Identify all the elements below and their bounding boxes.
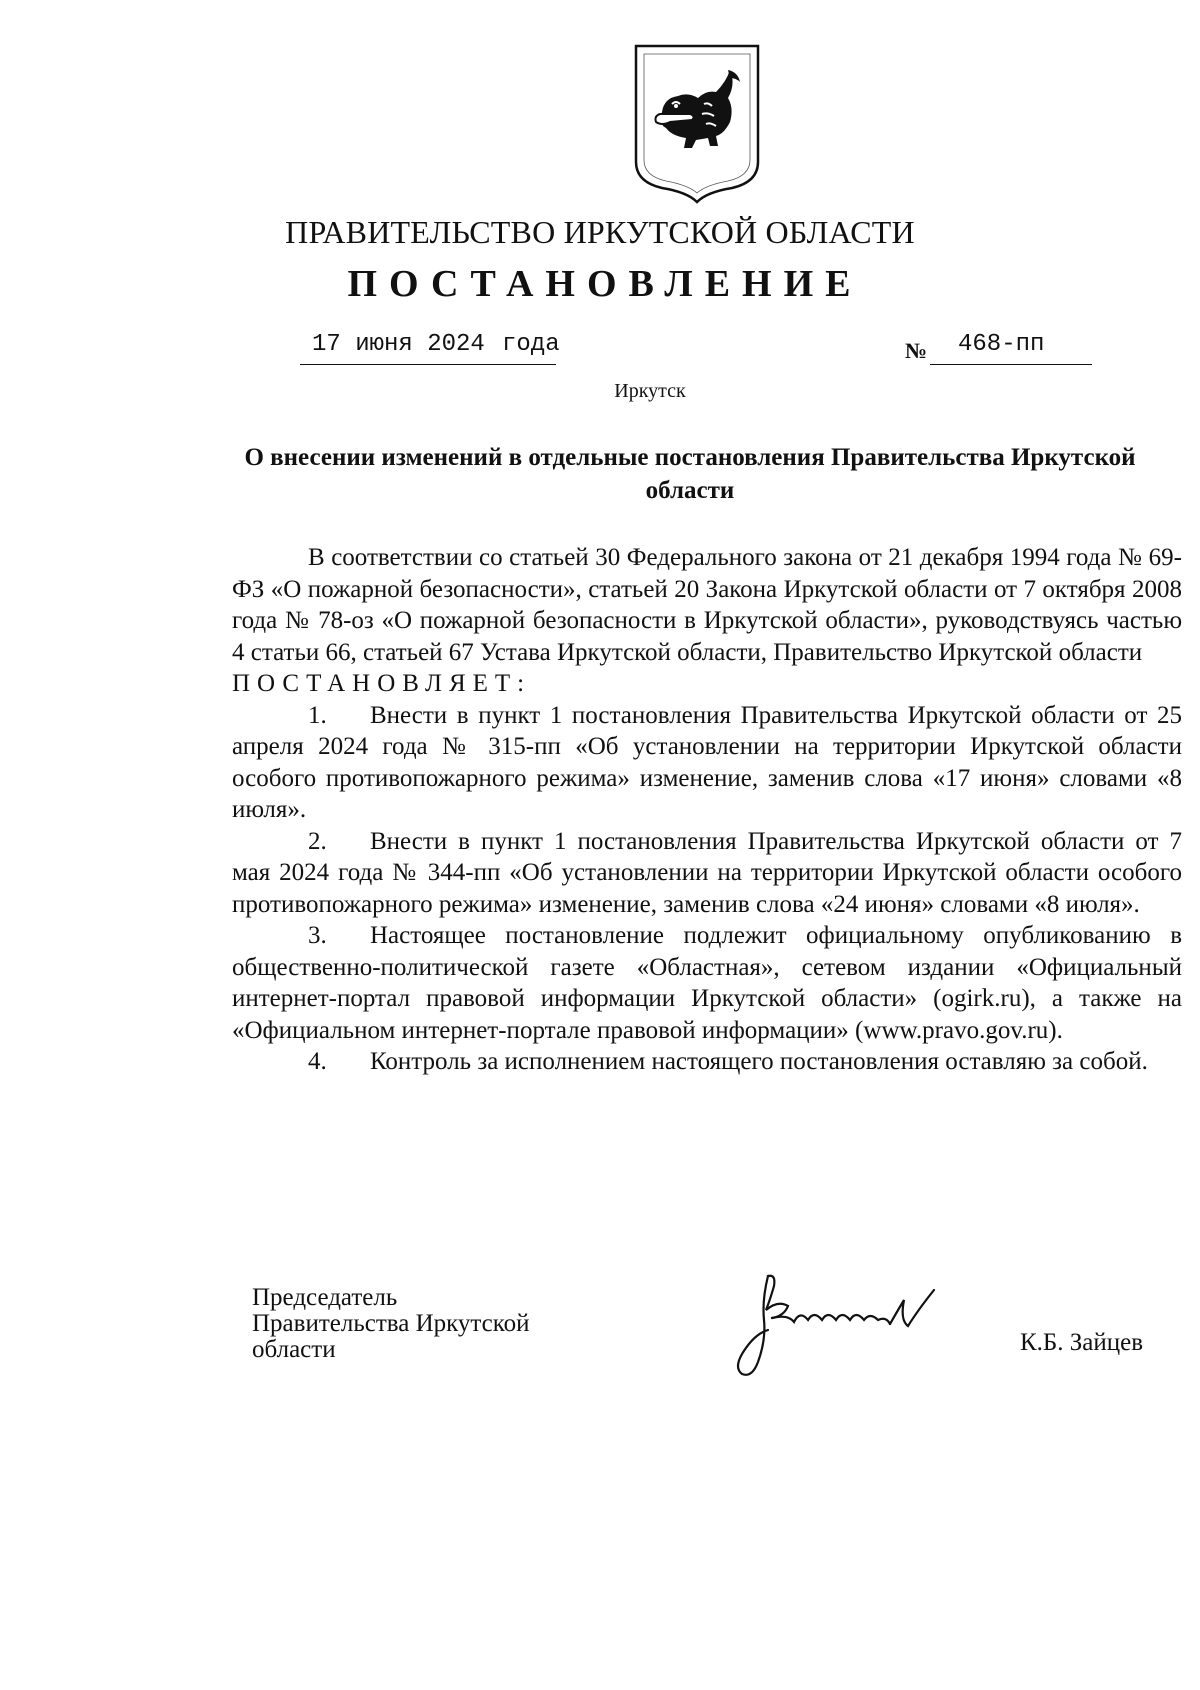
number-sign: №: [905, 338, 928, 363]
signatory-position: [252, 1285, 530, 1363]
item-text: Настоящее постановление подлежит официальному опубликованию в общественно-политической газете «Областная», сетевом издании «Официальный интернет-портал правовой информации Иркутской области» (ogirk.ru), а также на «Официальном интернет-портале правовой информации» (www.pravo.gov.ru).: [232, 922, 1182, 1044]
list-item: [232, 700, 1182, 826]
item-number: 3.: [308, 922, 327, 949]
document-type: ПОСТАНОВЛЕНИЕ: [347, 263, 863, 305]
handwritten-signature: [728, 1270, 958, 1390]
signatory-name: К.Б. Зайцев: [1020, 1329, 1144, 1356]
list-item: [232, 826, 1182, 921]
document-body: [232, 542, 1182, 1078]
government-name: ПРАВИТЕЛЬСТВО ИРКУТСКОЙ ОБЛАСТИ: [285, 214, 915, 250]
preamble: В соответствии со статьей 30 Федерального закона от 21 декабря 1994 года № 69-ФЗ «О пожарной безопасности», статьей 20 Закона Иркутской области от 7 октября 2008 года № 78-оз «О пожарной безопасности в Иркутской области», руководствуясь частью 4 статьи 66, статьей 67 Устава Иркутской области, Правительство Иркутской области: [232, 544, 1182, 666]
document-title: О внесении изменений в отдельные постановления Правительства Иркутской области: [244, 444, 1136, 504]
item-text: Контроль за исполнением настоящего постановления оставляю за собой.: [370, 1048, 1148, 1075]
irkutsk-coat-of-arms-icon: [632, 42, 762, 204]
document-number: 468-пп: [958, 331, 1045, 358]
list-item: [232, 920, 1182, 1046]
item-number: 1.: [308, 701, 327, 729]
position-line: Председатель: [252, 1284, 398, 1311]
document-date: 17 июня 2024: [312, 331, 485, 358]
item-text: Внести в пункт 1 постановления Правительства Иркутской области от 25 апреля 2024 года № 315-пп «Об установлении на территории Иркутской области особого противопожарного режима» изменение, заменив слова «17 июня» словами «8 июля».: [232, 701, 1182, 823]
city: Иркутск: [614, 380, 686, 402]
list-item: [232, 1046, 1182, 1078]
decree-word: ПОСТАНОВЛЯЕТ:: [232, 670, 532, 697]
position-line: Правительства Иркутской: [252, 1310, 530, 1337]
date-suffix: года: [502, 331, 560, 358]
item-number: 4.: [308, 1048, 327, 1075]
position-line: области: [252, 1336, 336, 1363]
item-number: 2.: [308, 827, 327, 855]
item-text: Внести в пункт 1 постановления Правительства Иркутской области от 7 мая 2024 года № 344-пп «Об установлении на территории Иркутской области особого противопожарного режима» изменение, заменив слова «24 июня» словами «8 июля».: [232, 827, 1182, 918]
